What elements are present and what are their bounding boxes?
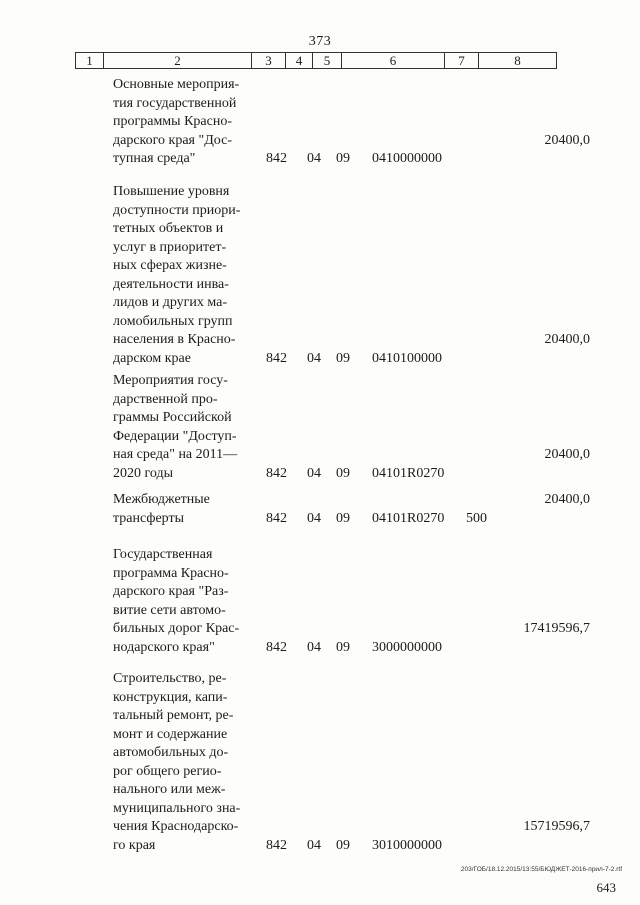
csr-code: 04101R0270 — [372, 465, 445, 481]
header-col-2: 2 — [104, 53, 252, 68]
rz-code: 04 — [307, 151, 321, 166]
sum-value: 20400,0 — [544, 132, 590, 148]
pr-code: 09 — [336, 151, 350, 166]
description-line: чения Краснодарско- — [113, 819, 239, 834]
footer-file-code: 203/ГОБ/18.12.2015/13:55/БЮДЖЕТ-2016-прил-7-2.rtf — [460, 866, 622, 873]
description-line: трансферты — [113, 510, 185, 526]
description-line: автомобильных до- — [113, 745, 229, 760]
description-line: тетных объектов и — [113, 221, 224, 236]
description-line: дарского края "Раз- — [113, 584, 229, 599]
description-line: лидов и других ма- — [113, 295, 228, 310]
description-line: нального или меж- — [113, 782, 226, 797]
row-description — [113, 491, 253, 528]
header-col-1: 1 — [76, 53, 104, 68]
description-line: дарственной про- — [113, 391, 218, 407]
description-line: тупная среда" — [113, 151, 196, 166]
row-description — [113, 372, 253, 483]
description-line: Межбюджетные — [113, 492, 210, 507]
csr-code: 3000000000 — [372, 639, 442, 655]
description-line: услуг в приоритет- — [113, 239, 227, 255]
header-col-8: 8 — [514, 53, 521, 68]
description-line: рог общего регио- — [113, 763, 222, 779]
description-line: бильных дорог Крас- — [113, 621, 240, 636]
description-line: ломобильных групп — [113, 313, 233, 329]
header-col-4: 4 — [286, 53, 313, 68]
row-description — [113, 546, 253, 657]
sum-value: 15719596,7 — [523, 819, 590, 834]
description-line: монт и содержание — [113, 726, 228, 742]
description-line: витие сети автомо- — [113, 602, 226, 618]
header-col-5: 5 — [313, 53, 342, 68]
pr-code: 09 — [336, 465, 350, 481]
pr-code: 09 — [336, 510, 350, 526]
csr-code: 3010000000 — [372, 837, 442, 853]
header-col-6: 6 — [342, 53, 445, 68]
description-line: программа Красно- — [113, 565, 229, 581]
description-line: деятельности инва- — [113, 276, 229, 292]
ved-code: 842 — [266, 350, 287, 366]
description-line: Государственная — [113, 547, 213, 562]
ved-code: 842 — [266, 837, 287, 853]
description-line: ная среда" на 2011— — [113, 447, 238, 462]
sum-value: 17419596,7 — [523, 621, 590, 636]
description-line: тия государственной — [113, 95, 237, 111]
description-line: Повышение уровня — [113, 184, 230, 199]
page-number-top: 373 — [308, 34, 332, 49]
description-line: доступности приори- — [113, 202, 241, 218]
description-line: тальный ремонт, ре- — [113, 708, 234, 723]
row-description — [113, 183, 253, 368]
description-line: го края — [113, 837, 156, 853]
description-line: 2020 годы — [113, 465, 174, 481]
description-line: дарском крае — [113, 350, 191, 366]
sum-value: 20400,0 — [544, 492, 590, 507]
description-line: Строительство, ре- — [113, 671, 227, 686]
row-description — [113, 76, 253, 169]
rz-code: 04 — [307, 639, 321, 655]
header-col-3: 3 — [252, 53, 286, 68]
description-line: нодарского края" — [113, 639, 215, 655]
row-description — [113, 670, 253, 855]
description-line: конструкция, капи- — [113, 689, 228, 705]
ved-code: 842 — [266, 639, 287, 655]
description-line: Федерации "Доступ- — [113, 428, 237, 444]
sum-value: 20400,0 — [544, 447, 590, 462]
ved-code: 842 — [266, 510, 287, 526]
rz-code: 04 — [307, 510, 321, 526]
header-col-7: 7 — [445, 53, 479, 68]
sum-value: 20400,0 — [544, 332, 590, 347]
rz-code: 04 — [307, 465, 321, 481]
description-line: граммы Российской — [113, 410, 232, 425]
pr-code: 09 — [336, 639, 350, 655]
vr-code: 500 — [466, 510, 487, 526]
description-line: Основные мероприя- — [113, 77, 240, 92]
description-line: программы Красно- — [113, 114, 232, 129]
ved-code: 842 — [266, 151, 287, 166]
rz-code: 04 — [307, 350, 321, 366]
description-line: дарского края "Дос- — [113, 132, 232, 148]
description-line: населения в Красно- — [113, 332, 236, 347]
csr-code: 04101R0270 — [372, 510, 445, 526]
csr-code: 0410100000 — [372, 350, 442, 366]
csr-code: 0410000000 — [372, 151, 442, 166]
table-header — [75, 52, 557, 69]
description-line: ных сферах жизне- — [113, 258, 227, 273]
rz-code: 04 — [307, 837, 321, 853]
pr-code: 09 — [336, 350, 350, 366]
description-line: Мероприятия госу- — [113, 373, 228, 388]
pr-code: 09 — [336, 837, 350, 853]
ved-code: 842 — [266, 465, 287, 481]
description-line: муниципального зна- — [113, 800, 241, 816]
page-number-bottom: 643 — [596, 880, 616, 895]
